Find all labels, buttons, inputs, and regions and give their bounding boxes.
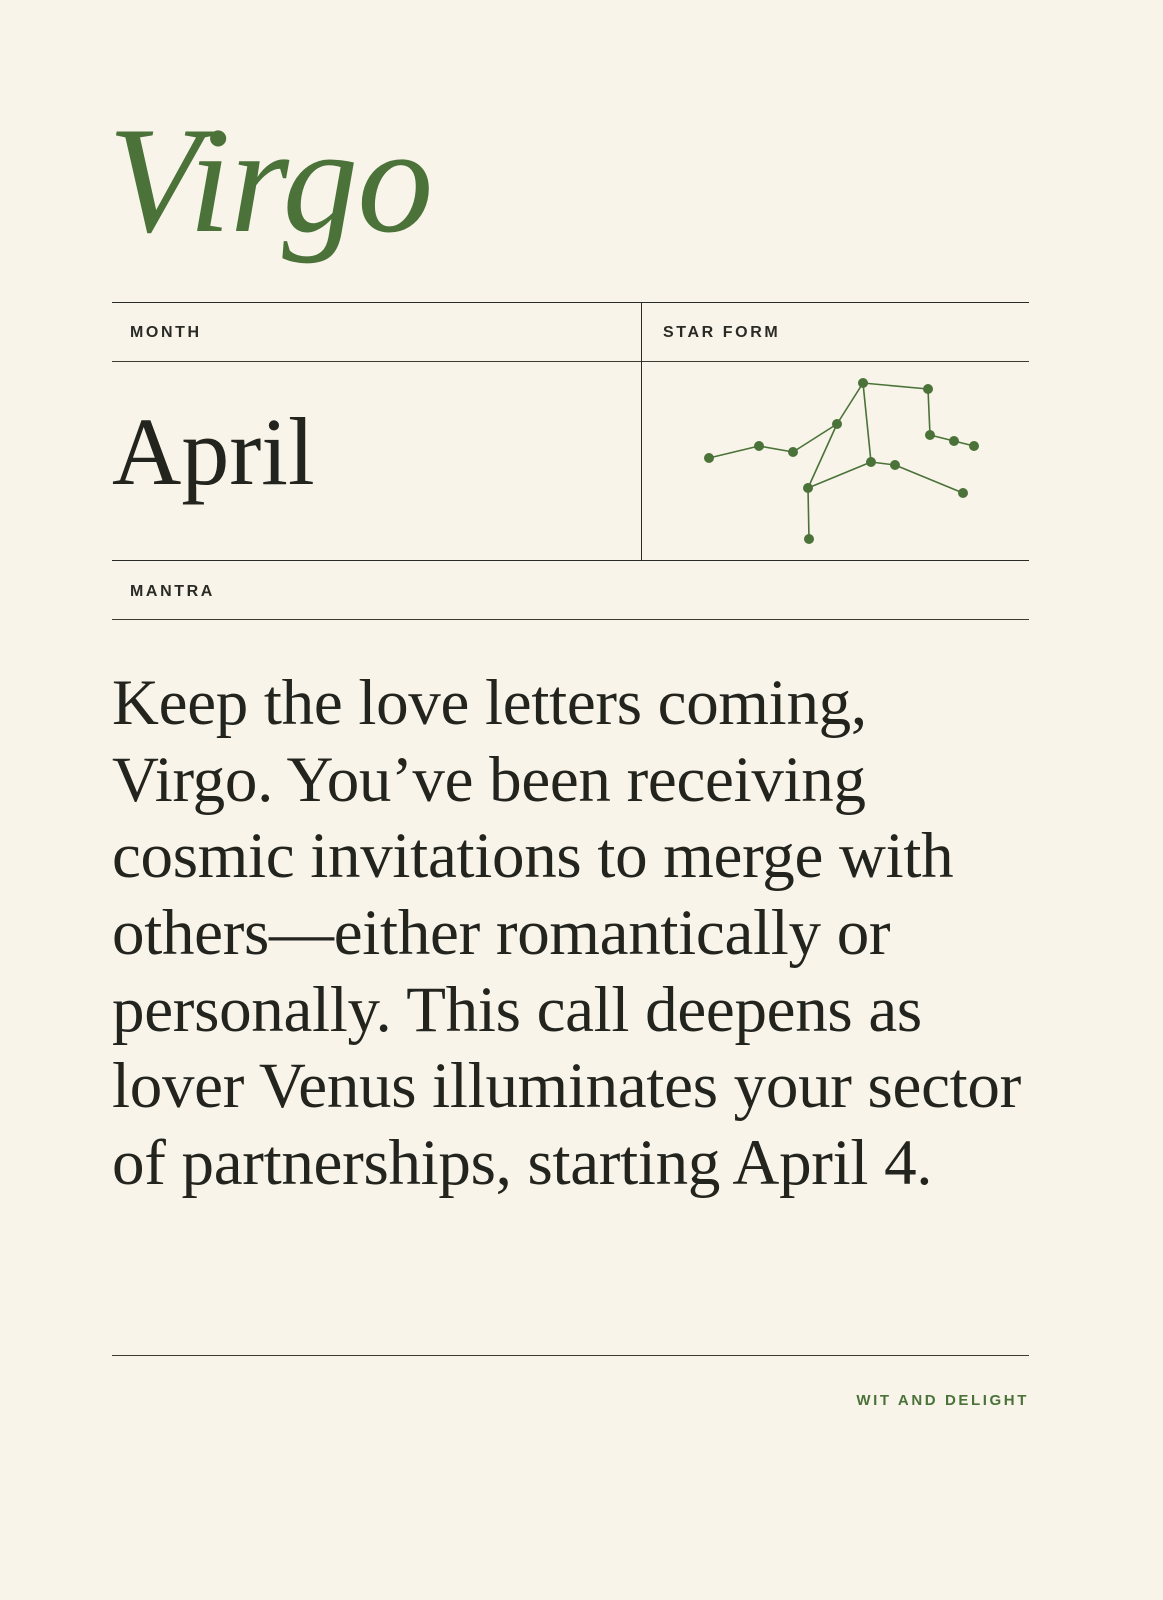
constellation-star-dot — [958, 488, 968, 498]
brand-credit: WIT AND DELIGHT — [856, 1392, 1029, 1409]
constellation-star-dot — [704, 453, 714, 463]
constellation-star-dot — [925, 430, 935, 440]
constellation-line — [837, 383, 863, 424]
constellation-star-dot — [788, 447, 798, 457]
constellation-line — [863, 383, 871, 462]
constellation-star-dot — [866, 457, 876, 467]
month-value: April — [112, 398, 315, 505]
divider-footer — [112, 1355, 1029, 1356]
constellation-line — [863, 383, 928, 389]
constellation-star-dot — [804, 534, 814, 544]
virgo-constellation-icon — [641, 362, 1029, 560]
constellation-star-dot — [754, 441, 764, 451]
mantra-text: Keep the love letters coming, Virgo. You’ve been receiving cosmic invitations to merge with others—either romantically or personally. This call deepens as lover Venus illuminates your sector of partnerships, starting April 4. — [112, 667, 1021, 1200]
mantra-label: MANTRA — [130, 583, 215, 600]
constellation-star-dot — [858, 378, 868, 388]
page-title: Virgo — [108, 96, 433, 264]
constellation-star-dot — [890, 460, 900, 470]
constellation-line — [895, 465, 963, 493]
constellation-line — [759, 446, 793, 452]
divider-under-month — [112, 560, 1029, 561]
constellation-star-dot — [923, 384, 933, 394]
constellation-star-dot — [949, 436, 959, 446]
divider-under-mantra-label — [112, 619, 1029, 620]
constellation-line — [928, 389, 930, 435]
constellation-star-dot — [803, 483, 813, 493]
constellation-star-dot — [969, 441, 979, 451]
divider-top — [112, 302, 1029, 303]
month-label: MONTH — [130, 324, 202, 341]
star-form-label: STAR FORM — [663, 324, 781, 341]
constellation-line — [709, 446, 759, 458]
constellation-line — [808, 488, 809, 539]
constellation-star-dot — [832, 419, 842, 429]
